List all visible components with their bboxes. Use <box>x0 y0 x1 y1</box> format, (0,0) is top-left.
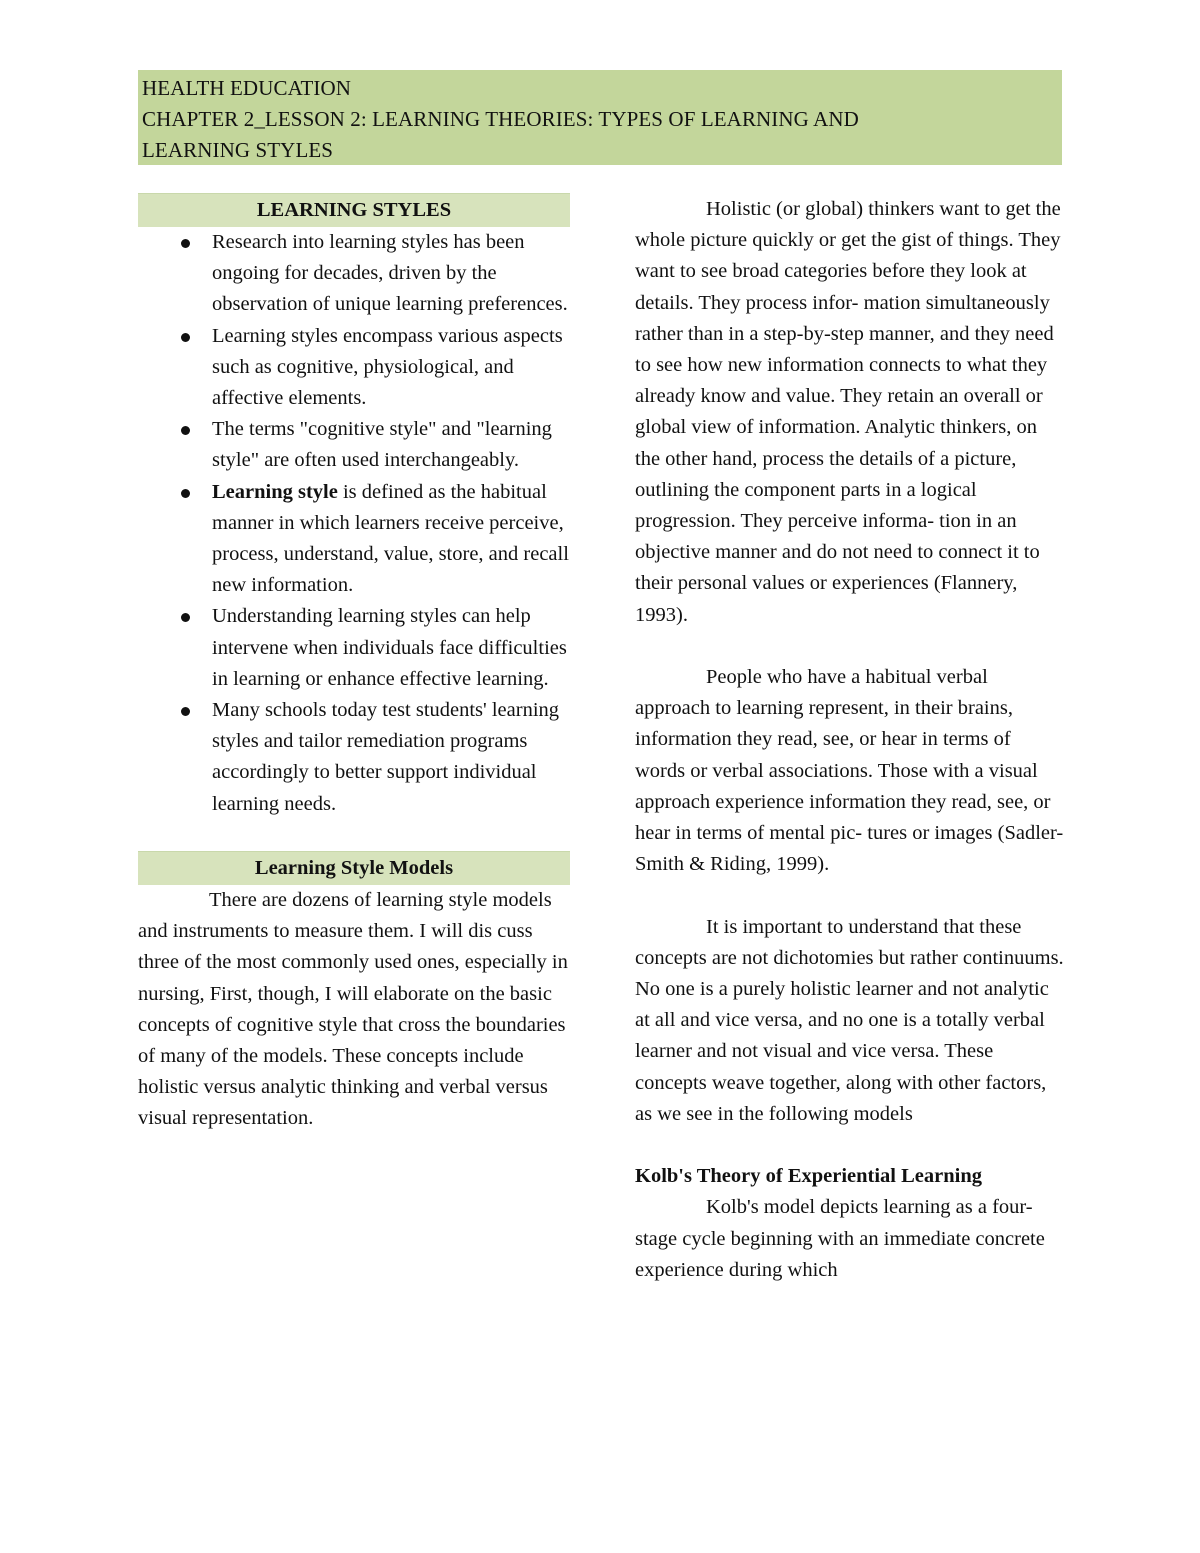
list-item <box>138 321 570 415</box>
list-item-text: Research into learning styles has been ongoing for decades, driven by the observation of unique learning preferences. <box>212 231 568 316</box>
list-item-text: Learning styles encompass various aspects such as cognitive, physiological, and affective elements. <box>212 324 563 410</box>
course-title: HEALTH EDUCATION <box>142 76 352 100</box>
left-column <box>138 193 570 1135</box>
bullet-icon <box>181 707 190 716</box>
bullet-icon <box>181 613 190 622</box>
spacer <box>635 1130 1065 1161</box>
list-item-text: is defined as the habitual manner in which learners receive perceive, process, understand, value, store, and recall new information. <box>212 480 569 597</box>
list-item <box>138 601 570 695</box>
lesson-title-line-1: CHAPTER 2_LESSON 2: LEARNING THEORIES: TYPES OF LEARNING AND <box>142 107 859 131</box>
list-item <box>138 414 570 476</box>
list-item <box>138 477 570 602</box>
right-column <box>635 193 1065 1286</box>
lesson-title-line-2: LEARNING STYLES <box>142 138 334 162</box>
list-item-text: The terms "cognitive style" and "learning style" are often used interchangeably. <box>212 418 552 472</box>
spacer <box>635 880 1065 911</box>
bullet-icon <box>181 239 190 248</box>
bullet-icon <box>181 426 190 435</box>
spacer <box>138 820 570 851</box>
kolb-paragraph: Kolb's model depicts learning as a four-stage cycle beginning with an immediate concrete experience during which <box>635 1196 1045 1281</box>
important-paragraph: It is important to understand that these concepts are not dichotomies but rather continuums. No one is a purely holistic learner and not analytic at all and vice versa, and no one is a totally verbal learner and not visual and vice versa. These concepts weave together, along with other factors, as we see in the following models <box>635 915 1064 1125</box>
list-item-text: Many schools today test students' learning styles and tailor remediation programs accordingly to better support individual learning needs. <box>212 699 560 815</box>
verbal-paragraph: People who have a habitual verbal approach to learning represent, in their brains, information they read, see, or hear in terms of words or verbal associations. Those with a visual approach experience information they read, see, or hear in terms of mental pic- tures or images (Sadler-Smith & Riding, 1999). <box>635 666 1064 876</box>
learning-style-models-heading: Learning Style Models <box>138 851 570 885</box>
list-item <box>138 227 570 321</box>
models-paragraph: There are dozens of learning style models and instruments to measure them. I will dis cuss three of the most commonly used ones, especially in nursing, First, though, I will elaborate on the basic concepts of cognitive style that cross the boundaries of many of the models. These concepts include holistic versus analytic thinking and verbal versus visual representation. <box>138 889 568 1130</box>
list-item <box>138 695 570 820</box>
holistic-paragraph: Holistic (or global) thinkers want to get the whole picture quickly or get the gist of things. They want to see broad categories before they look at details. They process infor- mation simultaneously rather than in a step-by-step manner, and they need to see how new information connects to what they already know and value. They retain an overall or global view of information. Analytic thinkers, on the other hand, process the details of a picture, outlining the component parts in a logical progression. They perceive informa- tion in an objective manner and do not need to connect it to their personal values or experiences (Flannery, 1993). <box>635 198 1061 626</box>
kolb-heading: Kolb's Theory of Experiential Learning <box>635 1165 982 1188</box>
list-item-text: Understanding learning styles can help intervene when individuals face difficulties in learning or enhance effective learning. <box>212 605 567 690</box>
learning-styles-heading: LEARNING STYLES <box>138 193 570 227</box>
bullet-icon <box>181 333 190 342</box>
spacer <box>635 631 1065 662</box>
term-learning-style: Learning style <box>212 480 338 503</box>
learning-styles-list <box>138 227 570 820</box>
bullet-icon <box>181 489 190 498</box>
document-header <box>138 70 1062 165</box>
